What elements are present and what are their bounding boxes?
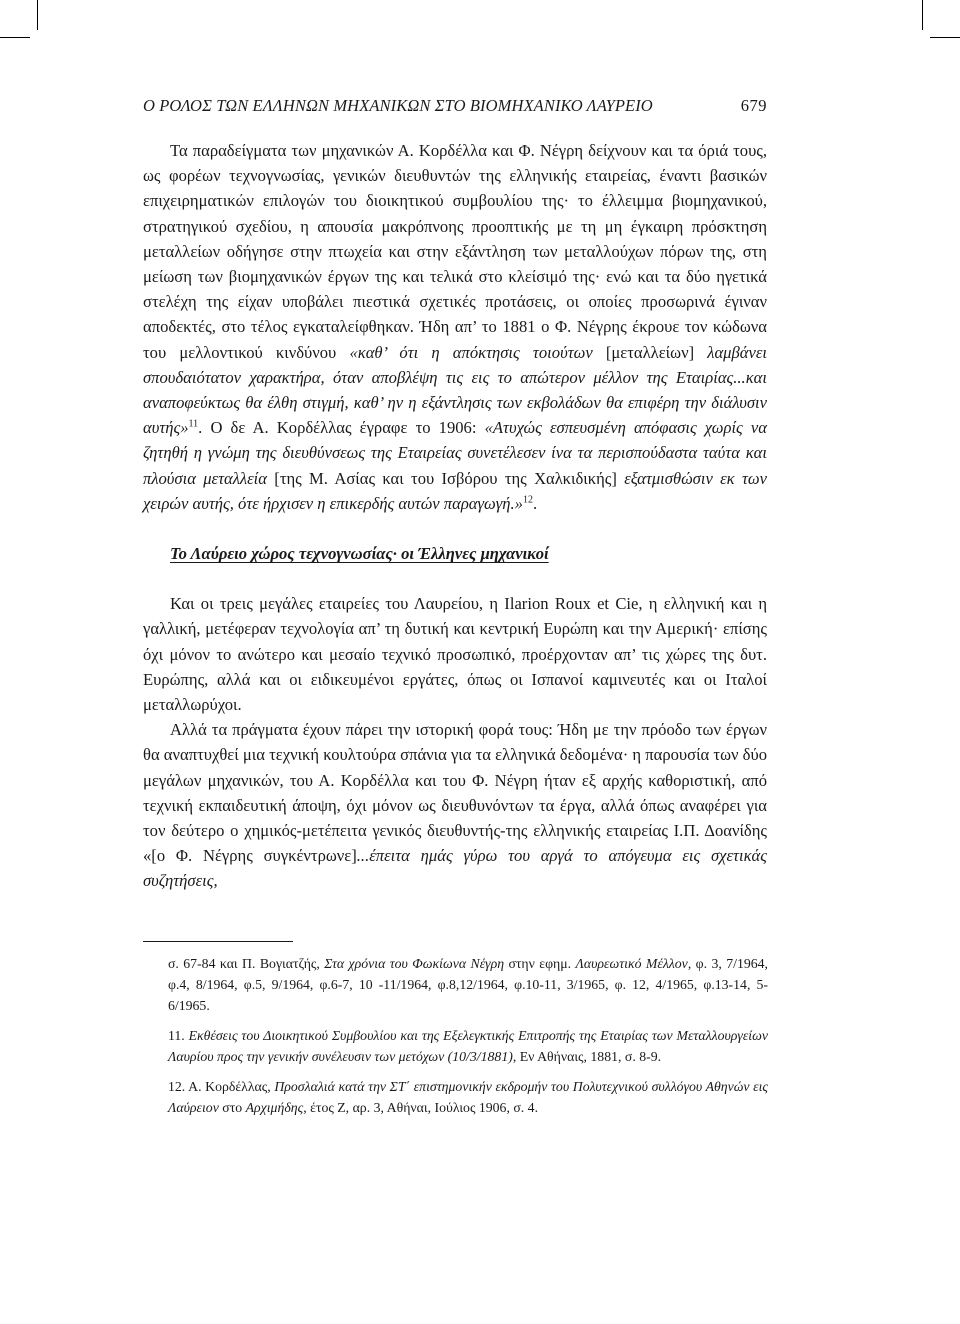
page-header (143, 96, 767, 116)
fn10-d: Λαυρεωτικό Μέλλον (575, 956, 688, 971)
crop-mark-left-horizontal (0, 37, 30, 38)
fn11-b: , Εν Αθήναις, 1881, σ. 8-9. (512, 1049, 662, 1064)
paragraph-1 (143, 138, 767, 516)
main-text (143, 138, 767, 894)
footnote-10-continued (168, 953, 768, 1016)
p1-text-end: . (532, 493, 538, 513)
fn11-number: 11. (168, 1028, 189, 1043)
fn10-e: , φ. 3, 7/1964, φ.4, 8/1964, φ.5, 9/1964, φ.6-7, 10 -11/1964, φ.8,12/1964, φ.10-11, 3/1965, φ. 12, 4/1965, φ.13-14, 5-6/1965. (168, 956, 768, 1013)
p1-text-a: Τα παραδείγματα των μηχανικών Α. Κορδέλλα και Φ. Νέγρη δείχνουν και τα όριά τους, ως φορέων τεχνογνωσίας, γενικών διευθυντών της ελληνικής εταιρείας, έναντι βασικών επιχειρηματικών επιλογών του διοικητικού συμβουλίου της· το έλλειμμα βιομηχανικού, στρατηγικού σχεδίου, η απουσία μακρόπνοης προοπτικής με τη μη έγκαιρη πρόσκτηση μεταλλείων οδήγησε στην πτωχεία και στην εξάντληση των μεταλλούχων πόρων της, στη μείωση των βιομηχανικών έργων της και τελικά στο κλείσιμό της· ενώ και τα δύο ηγετικά στελέχη της είχαν υποβάλει πιεστικά σχετικές προτάσεις, οι οποίες προσωρινά έγιναν αποδεκτές, στο τέλος εγκαταλείφθηκαν. Ήδη απ’ το 1881 ο Φ. Νέγρης έκρουε τον κώδωνα του μελλοντικού κινδύνου (143, 141, 767, 362)
fn12-a: Α. Κορδέλλας, (188, 1079, 275, 1094)
paragraph-2: Και οι τρεις μεγάλες εταιρείες του Λαυρείου, η Ilarion Roux et Cie, η ελληνική και η γαλλική, μετέφεραν τεχνολογία απ’ τη δυτική και κεντρική Ευρώπη και την Αμερική· επίσης όχι μόνον το ανώτερο και μεσαίο τεχνικό προσωπικό, προέρχονταν απ’ τις χώρες της δυτ. Ευρώπης, αλλά και οι ειδικευμένοι εργάτες, όπως οι Ισπανοί καμινευτές και οι Ιταλοί μεταλλωρύχοι. (143, 594, 767, 715)
fn12-e: , έτος Ζ, αρ. 3, Αθήναι, Ιούλιος 1906, σ. 4. (303, 1100, 539, 1115)
footnotes (168, 953, 768, 1127)
crop-mark-left (37, 0, 38, 30)
p1-quote-kordellas-a: «Ατυχώς εσπευσμένη απόφασις χωρίς να ζητηθή η γνώμη της διευθύνσεως της Εταιρείας συνετέλεσεν ίνα τα περισπούδαστα ταύτα και πλούσια μεταλλεία (143, 418, 767, 488)
fn12-number: 12. (168, 1079, 189, 1094)
p1-quote-kordellas-b: εξατμισθώσιν εκ των χειρών αυτής, ότε ήρχισεν η επικερδής αυτών παραγωγή.» (143, 468, 767, 513)
p1-quote-negris-a: «καθ’ ότι η απόκτησις τοιούτων (349, 342, 606, 362)
section-title: Το Λαύρειο χώρος τεχνογνωσίας· οι Έλληνες μηχανικοί (170, 544, 549, 564)
crop-mark-right-horizontal (930, 37, 960, 38)
p3-quote: ...έπειτα ημάς γύρω του αργά το απόγευμα εις σχετικάς συζητήσεις, (143, 846, 767, 891)
p1-bracket-note: [μεταλλείων] (605, 342, 695, 362)
footnote-12 (168, 1076, 768, 1118)
fn10-c: στην εφημ. (504, 956, 576, 971)
p1-bracket-note-2: [της Μ. Ασίας και του Ισβόρου της Χαλκιδικής] (266, 468, 625, 488)
paragraph-3 (143, 717, 767, 893)
crop-mark-right (922, 0, 923, 30)
footnote-11 (168, 1025, 768, 1067)
p1-text-e: . Ο δε Α. Κορδέλλας έγραφε το 1906: (198, 418, 485, 438)
footnote-ref-11[interactable]: 11 (188, 418, 199, 430)
fn12-d: Αρχιμήδης (245, 1100, 304, 1115)
fn12-c: στο (218, 1100, 246, 1115)
running-title: Ο ΡΟΛΟΣ ΤΩΝ ΕΛΛΗΝΩΝ ΜΗΧΑΝΙΚΩΝ ΣΤΟ ΒΙΟΜΗΧΑΝΙΚΟ ΛΑΥΡΕΙΟ (143, 96, 653, 115)
footnote-ref-12[interactable]: 12 (522, 494, 533, 506)
fn10-a: σ. 67-84 και Π. Βογιατζής, (168, 956, 325, 971)
page-number: 679 (740, 96, 767, 115)
fn10-b: Στα χρόνια του Φωκίωνα Νέγρη (324, 956, 505, 971)
fn12-b: Προσλαλιά κατά την ΣΤ΄ επιστημονικήν εκδρομήν του Πολυτεχνικού συλλόγου Αθηνών εις Λαύρειον (168, 1079, 769, 1115)
p3-text-a: Αλλά τα πράγματα έχουν πάρει την ιστορική φορά τους: Ήδη με την πρόοδο των έργων θα αναπτυχθεί μια τεχνική κουλτούρα σπάνια για τα ελληνικά δεδομένα· η παρουσία των δύο μεγάλων μηχανικών, του Α. Κορδέλλα και του Φ. Νέγρη ήταν εξ αρχής καθοριστική, από τεχνική εκπαιδευτική άποψη, όχι μόνον ως διευθυνόντων τα έργα, αλλά όπως αναφέρει για τον δεύτερο ο χημικός-μετέπειτα γενικός διευθυντής-της ελληνικής εταιρείας Ι.Π. Δοανίδης «[ο Φ. Νέγρης συγκέντρωνε] (143, 720, 767, 866)
p1-quote-negris-b: λαμβάνει σπουδαιότατον χαρακτήρα, όταν αποβλέψη τις εις το απώτερον μέλλον της Εταιρίας...και αναποφεύκτως θα έλθη στιγμή, καθ’ ην η εξάντλησις των εκβολάδων θα επιφέρη την διάλυσιν αυτής» (143, 342, 767, 438)
footnote-rule (143, 941, 293, 942)
fn11-a: Εκθέσεις του Διοικητικού Συμβουλίου και της Εξελεγκτικής Επιτροπής της Εταιρίας των Μεταλλουργείων Λαυρίου προς την γενικήν συνέλευσιν των μετόχων (10/3/1881) (168, 1028, 768, 1064)
